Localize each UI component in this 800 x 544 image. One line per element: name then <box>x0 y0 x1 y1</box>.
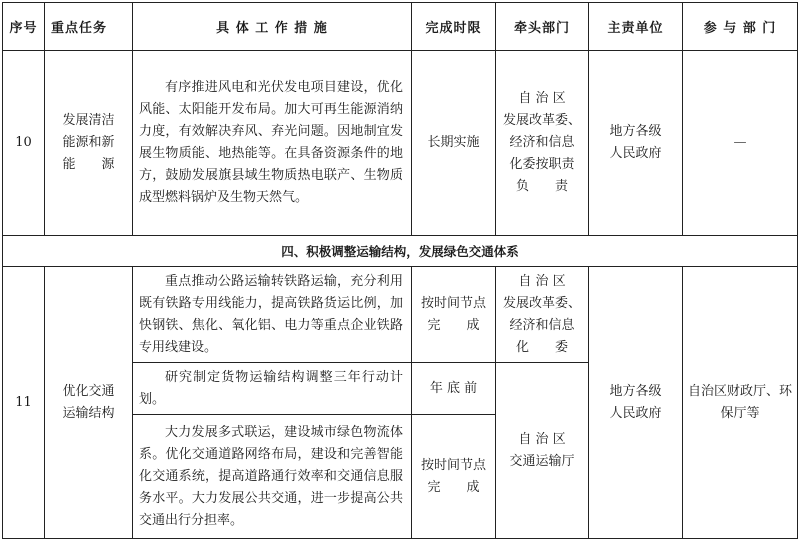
lead-cell <box>496 363 589 539</box>
lead-cell <box>496 51 589 236</box>
responsible-text: 人民政府 <box>609 146 662 161</box>
deadline-cell: 年 底 前 <box>412 363 496 415</box>
participants-cell: — <box>683 51 798 236</box>
header-deadline: 完成时限 <box>412 3 496 51</box>
lead-text: 经济和信息 <box>509 135 575 150</box>
table-row <box>3 267 798 363</box>
lead-text: 自 治 区 <box>518 91 566 106</box>
lead-text: 自 治 区 <box>518 273 566 289</box>
header-lead: 牵头部门 <box>496 3 589 51</box>
lead-text: 发展改革委、 <box>502 295 581 311</box>
measure-text: 研究制定货物运输结构调整三年行动计划。 <box>139 369 403 407</box>
participants-cell: 自治区财政厅、环保厅等 <box>683 267 798 539</box>
task-table <box>2 2 798 539</box>
table-row <box>3 51 798 236</box>
task-text: 能 源 <box>62 157 115 172</box>
responsible-cell <box>589 267 683 539</box>
deadline-text: 按时间节点 <box>420 457 486 473</box>
task-cell <box>45 51 133 236</box>
lead-text: 自 治 区 <box>518 431 566 447</box>
header-responsible: 主责单位 <box>589 3 683 51</box>
responsible-text: 地方各级 <box>609 124 662 139</box>
deadline-cell <box>412 267 496 363</box>
task-text: 发展清洁 <box>62 113 115 128</box>
header-no: 序号 <box>3 3 45 51</box>
measure-text: 大力发展多式联运，建设城市绿色物流体系。优化交通道路网络布局，建设和完善智能化交通系统，提高道路通行效率和交通信息服务水平。大力发展公共交通，进一步提高公共交通出行分担率。 <box>139 424 403 528</box>
responsible-text: 人民政府 <box>609 405 662 421</box>
measure-cell <box>133 51 412 236</box>
row-number: 11 <box>3 267 45 539</box>
measure-cell <box>133 415 412 539</box>
header-task: 重点任务 <box>45 3 133 51</box>
deadline-text: 按时间节点 <box>420 295 486 311</box>
section-row <box>3 236 798 267</box>
row-number: 10 <box>3 51 45 236</box>
responsible-text: 地方各级 <box>609 383 662 399</box>
deadline-text: 完 成 <box>427 479 480 495</box>
header-measures: 具 体 工 作 措 施 <box>133 3 412 51</box>
measure-cell <box>133 363 412 415</box>
measure-text: 重点推动公路运输转铁路运输，充分利用既有铁路专用线能力，提高铁路货运比例，加快钢铁、焦化、氧化铝、电力等重点企业铁路专用线建设。 <box>139 273 403 355</box>
lead-text: 化 委 <box>515 339 568 355</box>
header-row <box>3 3 798 51</box>
measure-cell <box>133 267 412 363</box>
responsible-cell <box>589 51 683 236</box>
task-text: 运输结构 <box>62 405 115 421</box>
header-participants: 参 与 部 门 <box>683 3 798 51</box>
measure-text: 有序推进风电和光伏发电项目建设，优化风能、太阳能开发布局。加大可再生能源消纳力度，有效解决弃风、弃光问题。因地制宜发展生物质能、地热能等。在具备资源条件的地方，鼓励发展旗县域生物质热电联产、生物质成型燃料锅炉及生物天然气。 <box>139 80 403 205</box>
deadline-text: 完 成 <box>427 317 480 333</box>
lead-cell <box>496 267 589 363</box>
section-title: 四、积极调整运输结构，发展绿色交通体系 <box>3 236 798 267</box>
task-cell <box>45 267 133 539</box>
deadline-cell: 长期实施 <box>412 51 496 236</box>
deadline-cell <box>412 415 496 539</box>
lead-text: 化委按职责 <box>509 157 575 172</box>
task-text: 能源和新 <box>62 135 115 150</box>
task-text: 优化交通 <box>62 383 115 399</box>
lead-text: 发展改革委、 <box>502 113 581 128</box>
lead-text: 负 责 <box>515 179 568 194</box>
lead-text: 经济和信息 <box>509 317 575 333</box>
lead-text: 交通运输厅 <box>509 453 575 469</box>
